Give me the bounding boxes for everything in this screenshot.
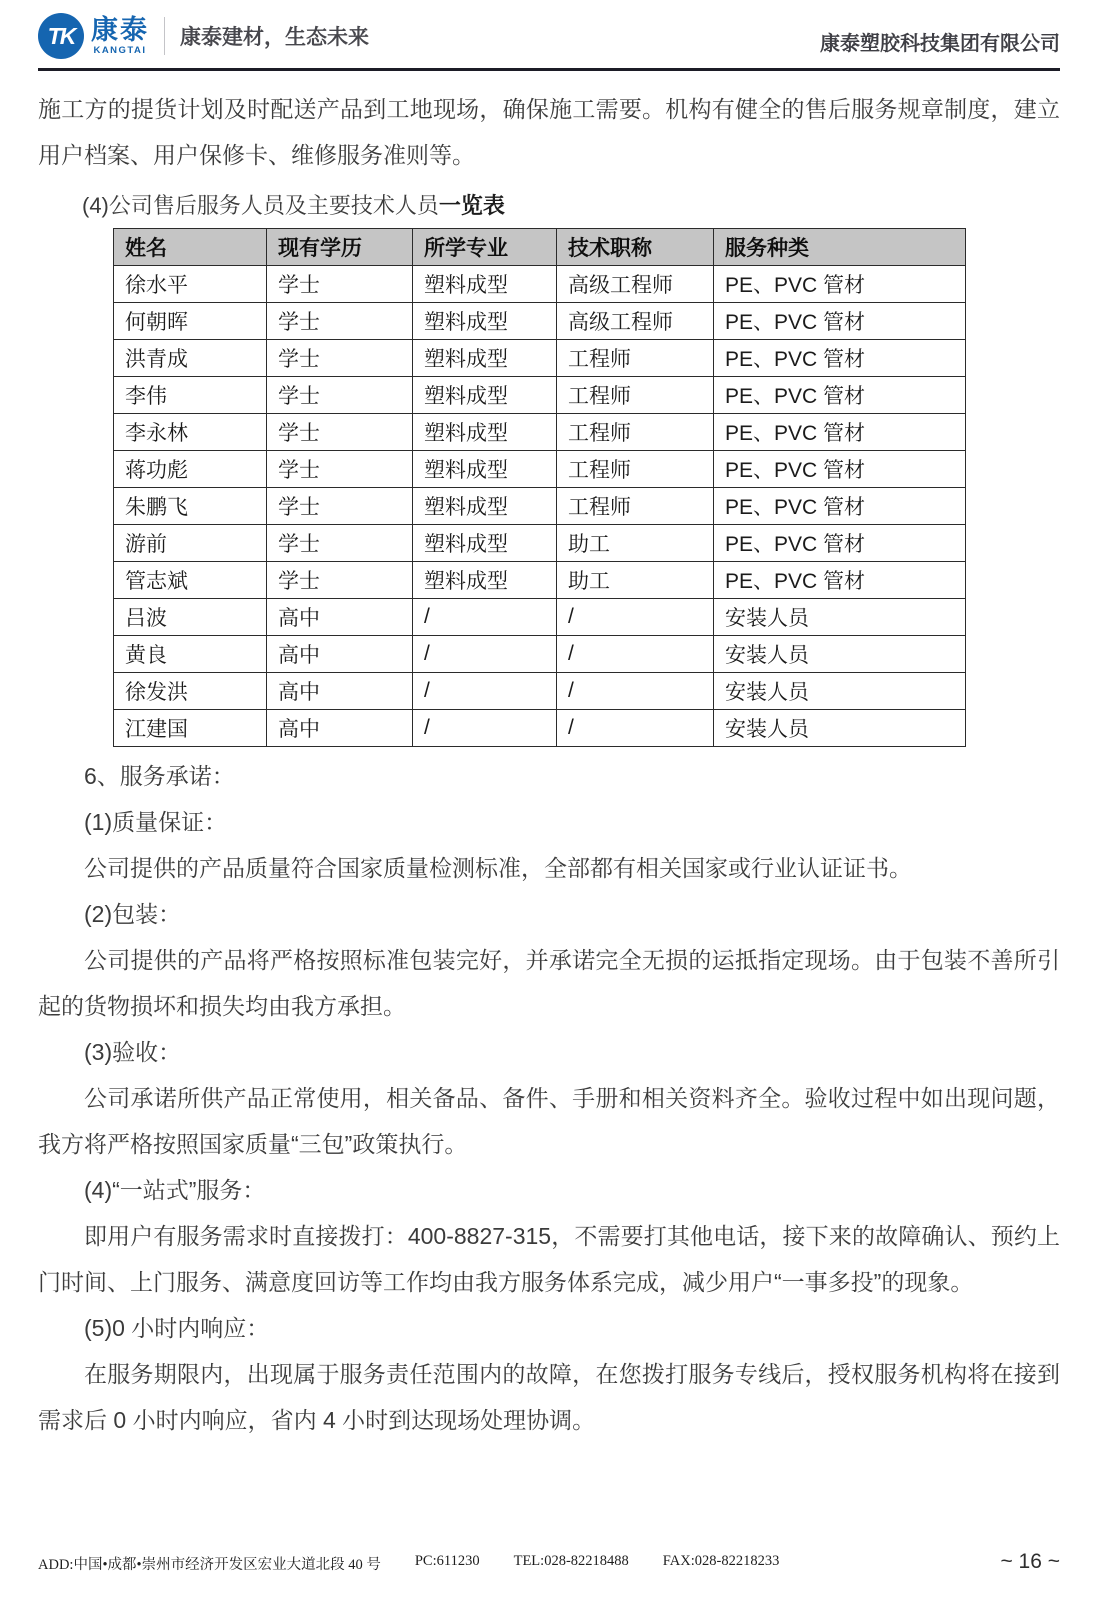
table-cell: 学士 [267, 266, 413, 303]
table-cell: / [557, 673, 714, 710]
table-cell: 塑料成型 [413, 340, 557, 377]
table-cell: PE、PVC 管材 [714, 340, 966, 377]
table-cell: 学士 [267, 562, 413, 599]
promise-heading: 6、服务承诺： [84, 763, 235, 789]
table-cell: 徐水平 [114, 266, 267, 303]
table-cell: 学士 [267, 377, 413, 414]
table-row [114, 562, 966, 599]
table-row [114, 340, 966, 377]
page-number: ~ 16 ~ [1000, 1550, 1060, 1573]
table-cell: 李永林 [114, 414, 267, 451]
page-footer [38, 1550, 1060, 1574]
table-cell: PE、PVC 管材 [714, 303, 966, 340]
table-cell: 学士 [267, 525, 413, 562]
promise-item [38, 799, 1060, 891]
promise-item-label: (3)验收： [84, 1039, 182, 1065]
table-cell: PE、PVC 管材 [714, 414, 966, 451]
personnel-table [113, 228, 966, 747]
table-cell: 江建国 [114, 710, 267, 747]
footer-fax: FAX:028-82218233 [662, 1553, 780, 1569]
promise-item [38, 1305, 1060, 1443]
brand-name-en: KANGTAI [93, 44, 147, 56]
brand-tagline: 康泰建材，生态未来 [180, 26, 369, 49]
footer-tel: TEL:028-82218488 [513, 1553, 629, 1569]
brand-name-cn: 康泰 [91, 14, 149, 45]
table-cell: 工程师 [557, 340, 714, 377]
table-cell: 高级工程师 [557, 266, 714, 303]
footer-postcode: PC:611230 [414, 1553, 480, 1569]
promise-item-text: 即用户有服务需求时直接拨打：400-8827-315，不需要打其他电话，接下来的故障确认、预约上门时间、上门服务、满意度回访等工作均由我方服务体系完成，减少用户“一事多投”的现象。 [38, 1223, 1060, 1295]
column-header-education: 现有学历 [267, 229, 413, 266]
table-cell: 洪青成 [114, 340, 267, 377]
service-promise-section [38, 753, 1060, 1443]
company-name: 康泰塑胶科技集团有限公司 [820, 33, 1060, 55]
table-cell: PE、PVC 管材 [714, 266, 966, 303]
table-cell: 塑料成型 [413, 525, 557, 562]
table-cell: / [413, 636, 557, 673]
table-cell: 管志斌 [114, 562, 267, 599]
promise-item [38, 1029, 1060, 1167]
table-cell: PE、PVC 管材 [714, 451, 966, 488]
table-cell: 李伟 [114, 377, 267, 414]
table-cell: / [557, 636, 714, 673]
table-cell: 塑料成型 [413, 451, 557, 488]
table-caption-text: (4)公司售后服务人员及主要技术人员 [82, 193, 439, 218]
table-row [114, 377, 966, 414]
table-cell: 黄良 [114, 636, 267, 673]
table-cell: 安装人员 [714, 673, 966, 710]
table-cell: 助工 [557, 562, 714, 599]
table-cell: 安装人员 [714, 710, 966, 747]
column-header-service-type: 服务种类 [714, 229, 966, 266]
table-cell: 学士 [267, 303, 413, 340]
promise-item-text: 公司提供的产品将严格按照标准包装完好，并承诺完全无损的运抵指定现场。由于包装不善所引起的货物损坏和损失均由我方承担。 [38, 947, 1060, 1019]
personnel-table-header-row [114, 229, 966, 266]
table-cell: 蒋功彪 [114, 451, 267, 488]
promise-item-label: (5)0 小时内响应： [84, 1315, 270, 1341]
promise-item-label: (4)“一站式”服务： [84, 1177, 266, 1203]
promise-item-text: 公司提供的产品质量符合国家质量检测标准，全部都有相关国家或行业认证证书。 [84, 855, 912, 881]
table-cell: 助工 [557, 525, 714, 562]
personnel-table-body [114, 266, 966, 747]
brand-logo [38, 13, 369, 59]
table-row [114, 414, 966, 451]
table-cell: / [557, 710, 714, 747]
table-cell: PE、PVC 管材 [714, 562, 966, 599]
table-row [114, 710, 966, 747]
promise-item [38, 891, 1060, 1029]
promise-item-label: (2)包装： [84, 901, 182, 927]
table-cell: / [413, 710, 557, 747]
table-cell: 学士 [267, 414, 413, 451]
table-cell: 游前 [114, 525, 267, 562]
table-cell: 高级工程师 [557, 303, 714, 340]
table-row [114, 673, 966, 710]
promise-item-text: 公司承诺所供产品正常使用，相关备品、备件、手册和相关资料齐全。验收过程中如出现问题，我方将严格按照国家质量“三包”政策执行。 [38, 1085, 1060, 1157]
table-caption [38, 186, 1060, 226]
promise-item-label: (1)质量保证： [84, 809, 228, 835]
table-cell: 吕波 [114, 599, 267, 636]
promise-item-text: 在服务期限内，出现属于服务责任范围内的故障，在您拨打服务专线后，授权服务机构将在接到需求后 0 小时内响应，省内 4 小时到达现场处理协调。 [38, 1361, 1060, 1433]
table-cell: 学士 [267, 488, 413, 525]
table-cell: 塑料成型 [413, 266, 557, 303]
table-cell: 高中 [267, 710, 413, 747]
column-header-major: 所学专业 [413, 229, 557, 266]
table-row [114, 488, 966, 525]
table-cell: 塑料成型 [413, 303, 557, 340]
table-row [114, 599, 966, 636]
table-cell: 安装人员 [714, 636, 966, 673]
table-cell: 塑料成型 [413, 414, 557, 451]
table-caption-bold: 一览表 [438, 193, 505, 218]
table-row [114, 303, 966, 340]
table-cell: / [413, 673, 557, 710]
table-cell: 何朝晖 [114, 303, 267, 340]
page-header [38, 0, 1060, 71]
table-row [114, 451, 966, 488]
promise-item [38, 1167, 1060, 1305]
table-cell: PE、PVC 管材 [714, 488, 966, 525]
table-cell: 工程师 [557, 451, 714, 488]
footer-address: ADD:中国•成都•崇州市经济开发区宏业大道北段 40 号 [38, 1557, 381, 1573]
table-row [114, 636, 966, 673]
table-row [114, 266, 966, 303]
table-cell: PE、PVC 管材 [714, 525, 966, 562]
column-header-title: 技术职称 [557, 229, 714, 266]
table-cell: 学士 [267, 340, 413, 377]
column-header-name: 姓名 [114, 229, 267, 266]
brand-names [91, 14, 149, 56]
table-cell: 朱鹏飞 [114, 488, 267, 525]
table-cell: 高中 [267, 636, 413, 673]
kangtai-logo-icon: TK [38, 13, 84, 59]
table-cell: / [413, 599, 557, 636]
footer-contact-info [38, 1553, 779, 1574]
intro-paragraph: 施工方的提货计划及时配送产品到工地现场，确保施工需要。机构有健全的售后服务规章制度，建立用户档案、用户保修卡、维修服务准则等。 [38, 96, 1060, 168]
table-cell: 安装人员 [714, 599, 966, 636]
table-row [114, 525, 966, 562]
table-cell: 高中 [267, 599, 413, 636]
brand-divider [164, 17, 165, 55]
table-cell: 徐发洪 [114, 673, 267, 710]
table-cell: 塑料成型 [413, 488, 557, 525]
table-cell: 塑料成型 [413, 562, 557, 599]
table-cell: 学士 [267, 451, 413, 488]
table-cell: 塑料成型 [413, 377, 557, 414]
table-cell: / [557, 599, 714, 636]
table-cell: 工程师 [557, 414, 714, 451]
table-cell: PE、PVC 管材 [714, 377, 966, 414]
table-cell: 高中 [267, 673, 413, 710]
table-cell: 工程师 [557, 488, 714, 525]
table-cell: 工程师 [557, 377, 714, 414]
